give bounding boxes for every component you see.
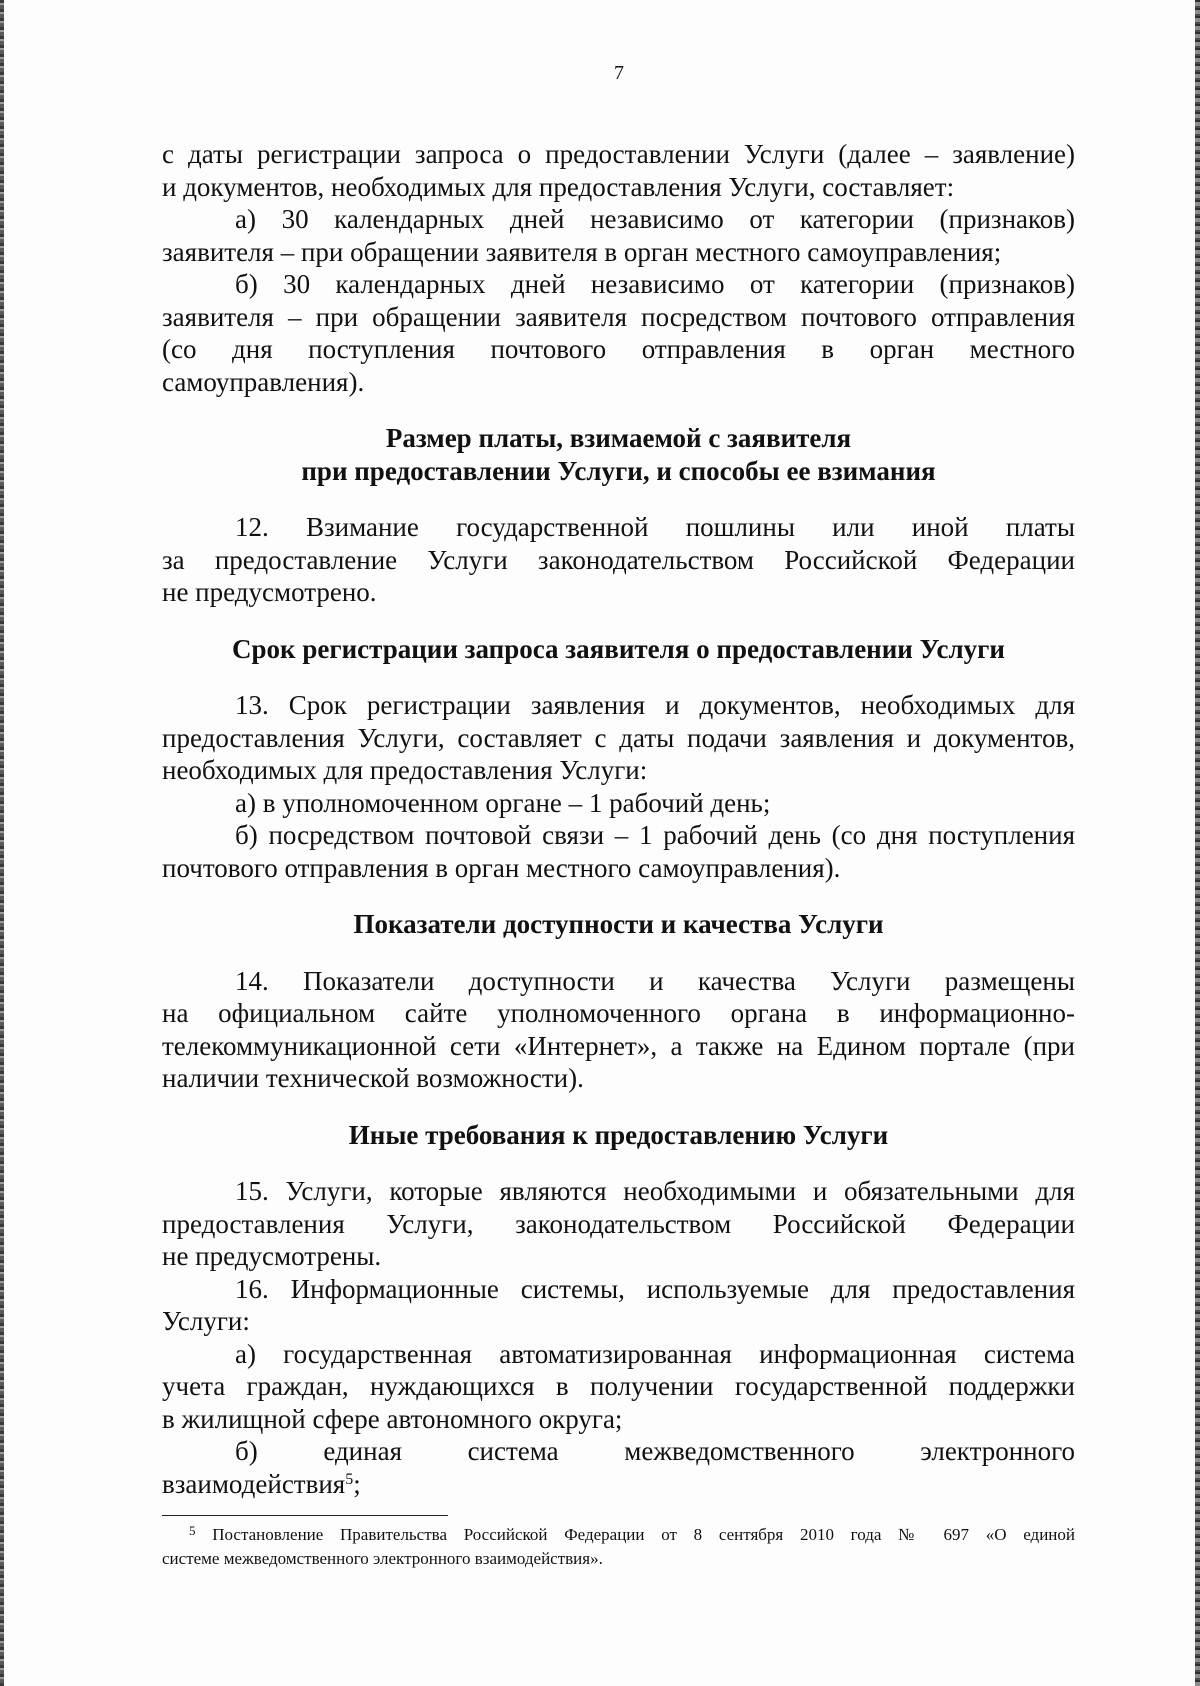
paragraph-16a-line: учета граждан, нуждающихся в получении государственной поддержки bbox=[162, 1371, 1075, 1401]
intro-line: с даты регистрации запроса о предоставлении Услуги (далее – заявление) bbox=[162, 139, 1075, 169]
item-b-line: б) 30 календарных дней независимо от категории (признаков) bbox=[235, 269, 1075, 299]
paragraph-16-line: Услуги: bbox=[162, 1306, 250, 1336]
page-number: 7 bbox=[614, 62, 624, 84]
paragraph-16b-line: б) единая система межведомственного электронного bbox=[235, 1436, 1075, 1466]
paragraph-13-line: 13. Срок регистрации заявления и документов, необходимых для bbox=[235, 690, 1075, 720]
scan-edge-right bbox=[1195, 0, 1200, 1686]
item-a-line: заявителя – при обращении заявителя в орган местного самоуправления; bbox=[162, 236, 1002, 267]
paragraph-15-line: 15. Услуги, которые являются необходимыми и обязательными для bbox=[235, 1176, 1075, 1206]
section-heading-other: Иные требования к предоставлению Услуги bbox=[348, 1119, 889, 1150]
paragraph-16b-line bbox=[162, 1468, 1075, 1501]
item-a-line: а) 30 календарных дней независимо от категории (признаков) bbox=[235, 204, 1075, 234]
footnote-line: системе межведомственного электронного взаимодействия». bbox=[162, 1549, 603, 1568]
footnote-reference[interactable]: 5 bbox=[345, 1470, 354, 1488]
paragraph-13-line: предоставления Услуги, составляет с даты подачи заявления и документов, bbox=[162, 722, 1075, 753]
footnote-number: 5 bbox=[189, 1523, 196, 1538]
section-heading-quality: Показатели доступности и качества Услуги bbox=[353, 909, 884, 939]
paragraph-16a-line: а) государственная автоматизированная информационная система bbox=[235, 1338, 1075, 1369]
scan-edge-left bbox=[0, 0, 4, 1686]
paragraph-12-line: не предусмотрено. bbox=[162, 577, 377, 607]
item-b-line: (со дня поступления почтового отправления в орган местного bbox=[162, 334, 1075, 364]
document-body bbox=[162, 138, 1075, 1500]
paragraph-12-line: 12. Взимание государственной пошлины или иной платы bbox=[235, 512, 1075, 542]
paragraph-16-line: 16. Информационные системы, используемые для предоставления bbox=[235, 1273, 1075, 1304]
section-heading-fee: Размер платы, взимаемой с заявителя bbox=[385, 423, 852, 453]
paragraph-12-line: за предоставление Услуги законодательством Российской Федерации bbox=[162, 544, 1075, 575]
footnote-text: Постановление Правительства Российской Федерации от 8 сентября 2010 года № 697 «О единой bbox=[212, 1525, 1075, 1544]
section-heading-fee: при предоставлении Услуги, и способы ее взимания bbox=[301, 455, 936, 486]
paragraph-16a-line: в жилищной сфере автономного округа; bbox=[162, 1403, 623, 1434]
footnote bbox=[162, 1523, 1075, 1571]
paragraph-16b-text: взаимодействия bbox=[162, 1468, 346, 1499]
paragraph-13-line: необходимых для предоставления Услуги: bbox=[162, 755, 648, 785]
paragraph-15-line: не предусмотрены. bbox=[162, 1241, 382, 1271]
section-heading-registration: Срок регистрации запроса заявителя о предоставлении Услуги bbox=[232, 633, 1005, 664]
paragraph-13b-line: б) посредством почтовой связи – 1 рабочий день (со дня поступления bbox=[235, 820, 1075, 850]
paragraph-14-line: телекоммуникационной сети «Интернет», а также на Едином портале (при bbox=[162, 1030, 1075, 1061]
item-b-line: заявителя – при обращении заявителя посредством почтового отправления bbox=[162, 301, 1075, 332]
footnote-line bbox=[162, 1523, 1075, 1547]
intro-line: и документов, необходимых для предоставления Услуги, составляет: bbox=[162, 171, 955, 202]
paragraph-13b-line: почтового отправления в орган местного самоуправления). bbox=[162, 852, 841, 883]
paragraph-14-line: 14. Показатели доступности и качества Услуги размещены bbox=[235, 965, 1075, 996]
paragraph-14-line: на официальном сайте уполномоченного органа в информационно- bbox=[162, 998, 1075, 1028]
footnote-divider bbox=[162, 1515, 448, 1516]
item-b-line: самоуправления). bbox=[162, 366, 365, 397]
paragraph-15-line: предоставления Услуги, законодательством Российской Федерации bbox=[162, 1208, 1075, 1239]
paragraph-13a: а) в уполномоченном органе – 1 рабочий день; bbox=[235, 787, 771, 818]
paragraph-16b-end: ; bbox=[353, 1468, 361, 1499]
paragraph-14-line: наличии технической возможности). bbox=[162, 1063, 584, 1093]
